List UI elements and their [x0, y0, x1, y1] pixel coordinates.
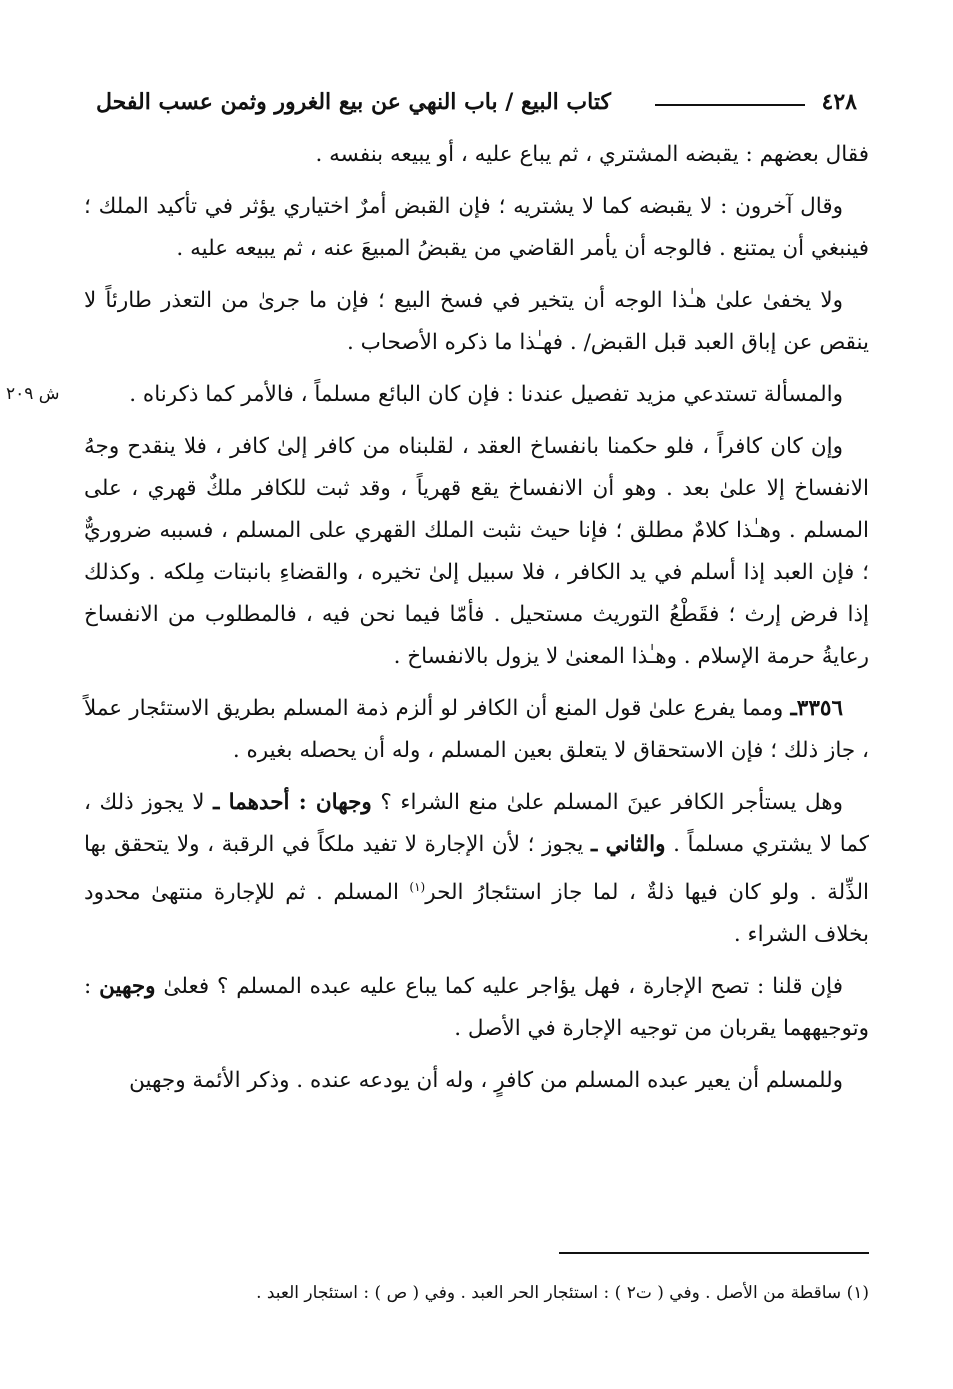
paragraph-7-text-b: لا يجوز ذلك ، كما لا يشتري مسلماً . — [84, 790, 869, 857]
header-rule — [655, 104, 805, 106]
paragraph-8-text-b: : وتوجيههما يقربان من توجيه الإجارة في الأصل . — [84, 974, 869, 1042]
margin-page-note: ش ٢٠٩ — [6, 384, 60, 404]
paragraph-1: فقال بعضهم : يقبضه المشتري ، ثم يباع عليه ، أو يبيعه بنفسه . — [315, 142, 869, 167]
header-title: كتاب البيع / باب النهي عن بيع الغرور وثمن عسب الفحل — [96, 89, 611, 115]
paragraph-7 — [84, 782, 869, 956]
paragraph-8-bold: وجهين — [99, 974, 156, 1000]
paragraph-7-text-d: المسلم . ثم للإجارة منتهىٰ محدود بخلاف الشراء . — [84, 880, 869, 948]
paragraph-6 — [84, 688, 869, 772]
paragraph-5: وإن كان كافراً ، فلو حكمنا بانفساخ العقد ، لقلبناه من كافر إلىٰ كافر ، فلا ينقدح وجهُ الانفساخ إلا علىٰ بعد . وهو أن الانفساخ يقع قهرياً ، وقد ثبت للكافر ملكٌ قهري ، على المسلم . وهـٰذا كلامٌ مطلق ؛ فإنا حيث نثبت الملك القهري على المسلم ، فسببه ضروريٌّ ؛ فإن العبد إذا أسلم في يد الكافر ، فلا سبيل إلىٰ تخيره ، والقضاءِ بانبتات مِلكه . وكذلك إذا فرض إرث ؛ فقَطْعُ التوريث مستحيل . فأمّا فيما نحن فيه ، فالمطلوب من الانفساخ رعايةُ حرمة الإسلام . وهـٰذا المعنىٰ لا يزول بالانفساخ . — [84, 434, 869, 669]
paragraph-7-text-c: يجوز ؛ لأن الإجارة لا تفيد ملكاً في الرقبة ، ولا يتحقق بها الذِّلة . ولو كان فيها ذلةٌ ، لما جاز استئجارُ الحر — [84, 832, 869, 906]
paragraph-8 — [84, 966, 869, 1050]
paragraph-9: وللمسلم أن يعير عبده المسلم من كافرٍ ، وله أن يودعه عنده . وذكر الأئمة وجهين — [129, 1068, 843, 1094]
footnote-rule — [559, 1252, 869, 1254]
paragraph-7-text-a: وهل يستأجر الكافر عينَ المسلم علىٰ منع الشراء ؟ — [371, 790, 844, 815]
paragraph-4: والمسألة تستدعي مزيد تفصيل عندنا : فإن كان البائع مسلماً ، فالأمر كما ذكرناه . — [129, 382, 843, 407]
main-text — [84, 134, 869, 1112]
footnote: (١) ساقطة من الأصل . وفي ( ت٢ ) : استئجار الحر العبد . وفي ( ص ) : استئجار العبد . — [256, 1283, 869, 1303]
paragraph-2: وقال آخرون : لا يقبضه كما لا يشتريه ؛ فإن القبض أمرٌ اختياري يؤثر في تأكيد الملك ؛ فينبغي أن يمتنع . فالوجه أن يأمر القاضي من يقبضُ المبيعَ عنه ، ثم يبيعه عليه . — [84, 194, 869, 261]
running-header — [96, 82, 857, 122]
paragraph-7-bold-b: والثاني ـ — [591, 832, 666, 857]
paragraph-3: ولا يخفىٰ علىٰ هـٰذا الوجه أن يتخير في فسخ البيع ؛ فإن ما جرىٰ من التعذر طارئاً لا ينقص عن إباق العبد قبل القبض/ . فهـٰذا ما ذكره الأصحاب . — [84, 288, 869, 355]
paragraph-6-text: ومما يفرع علىٰ قول المنع أن الكافر لو ألزم ذمة المسلم بطريق الاستئجار عملاً ، جاز ذلك ؛ فإن الاستحقاق لا يتعلق بعين المسلم ، وله أن يحصله بغيره . — [84, 696, 869, 763]
page-number: ٤٢٨ — [821, 89, 857, 115]
paragraph-8-text-a: فإن قلنا : تصح الإجارة ، فهل يؤاجر عليه كما يباع عليه عبده المسلم ؟ فعلىٰ — [155, 974, 844, 1000]
paragraph-7-bold-a: وجهان : أحدهما ـ — [213, 790, 372, 815]
footnote-marker[interactable]: (١) — [409, 880, 426, 894]
section-number: ٣٣٥٦ـ — [790, 696, 843, 721]
